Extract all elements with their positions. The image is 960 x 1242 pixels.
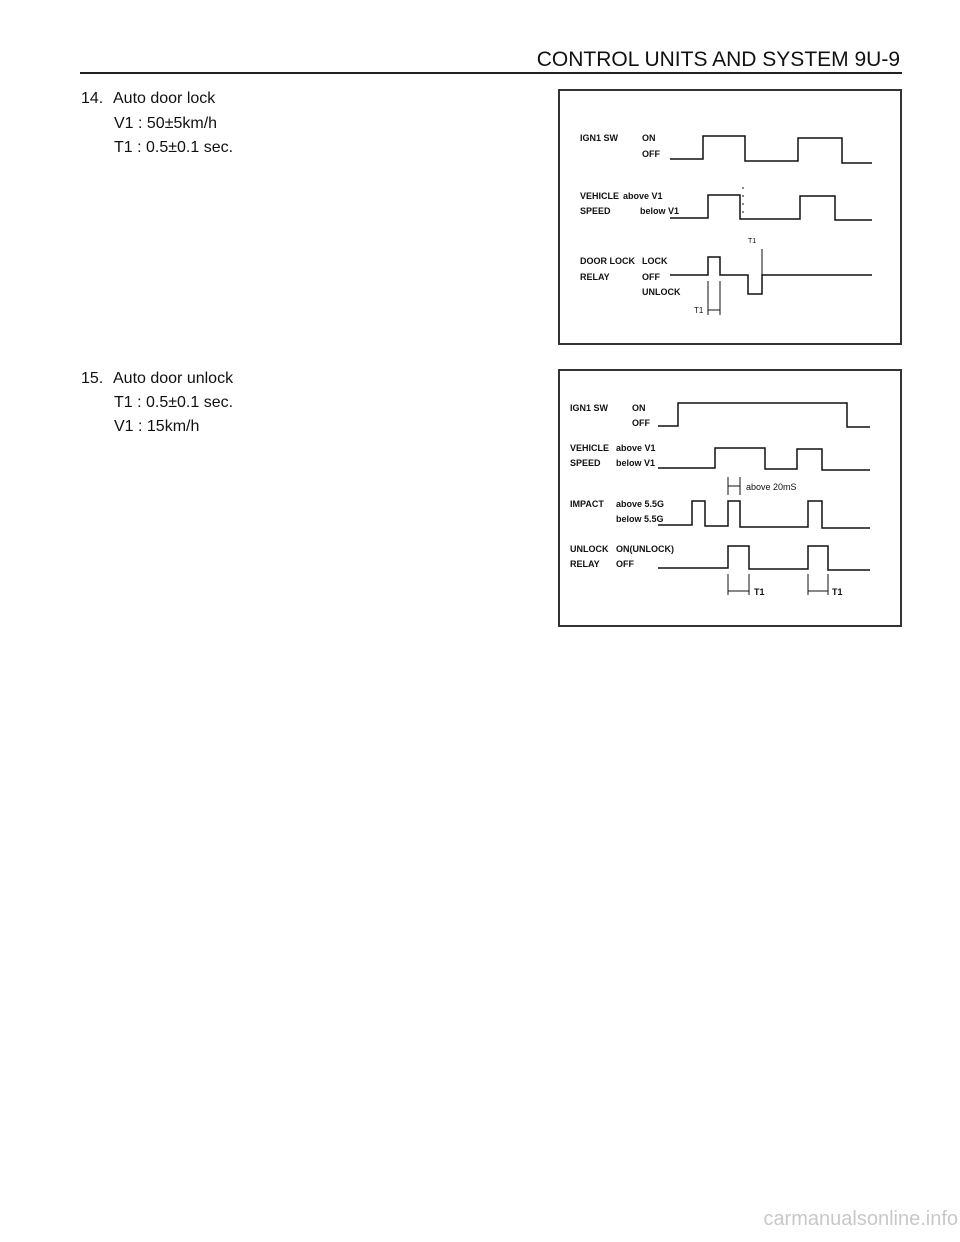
d15-sig4-name-2: RELAY: [570, 559, 600, 569]
d15-sig4-state-high: ON(UNLOCK): [616, 544, 674, 554]
d15-t1a-label: T1: [754, 587, 765, 597]
d15-sig4-state-low: OFF: [616, 559, 634, 569]
d15-unlock-waveform: [658, 546, 870, 570]
d15-impact-waveform: [658, 501, 870, 528]
d15-sig2-name-1: VEHICLE: [570, 443, 610, 453]
d14-sig3-name-1: DOOR LOCK: [580, 256, 635, 266]
d14-timing-label-bottom: T1: [694, 306, 704, 315]
d15-sig2-state-high: above V1: [616, 443, 656, 453]
d15-sig1-name: IGN1 SW: [570, 403, 609, 413]
d15-sig3-name: IMPACT: [570, 499, 604, 509]
d15-sig1-state-low: OFF: [632, 418, 650, 428]
page-header-title: CONTROL UNITS AND SYSTEM 9U-9: [536, 48, 900, 71]
auto-door-unlock-timing-svg: [560, 371, 900, 625]
d15-sig3-state-high: above 5.5G: [616, 499, 665, 509]
d14-sig3-state-off: OFF: [642, 272, 660, 282]
d14-sig2-name-1: VEHICLE: [580, 191, 620, 201]
section-14-spec-t1: T1 : 0.5±0.1 sec.: [114, 139, 234, 156]
d15-t1b-label: T1: [832, 587, 843, 597]
d15-sig2-name-2: SPEED: [570, 458, 601, 468]
d14-sig3-name-2: RELAY: [580, 272, 610, 282]
d14-sig1-state-low: OFF: [642, 149, 660, 159]
d15-sig3-state-low: below 5.5G: [616, 514, 664, 524]
d14-timing-label-top: T1: [748, 238, 757, 245]
d14-ign-waveform: [670, 136, 872, 163]
section-15-title: [81, 370, 233, 388]
d14-sig2-state-high: above V1: [623, 191, 663, 201]
d15-sig1-state-high: ON: [632, 403, 646, 413]
d14-sig3-state-lock: LOCK: [642, 256, 668, 266]
auto-door-lock-timing-svg: [560, 91, 900, 343]
d14-relay-waveform: [670, 257, 872, 294]
d14-sig2-name-2: SPEED: [580, 206, 611, 216]
d15-interval-label: above 20mS: [746, 482, 797, 492]
d14-sig1-name: IGN1 SW: [580, 133, 619, 143]
section-15-spec-v1: V1 : 15km/h: [114, 418, 200, 435]
d14-sig1-state-high: ON: [642, 133, 656, 143]
d14-speed-waveform: [670, 195, 872, 220]
d14-sig2-state-low: below V1: [640, 206, 680, 216]
watermark-text: carmanualsonline.info: [763, 1208, 958, 1230]
section-15-number: 15.: [81, 370, 104, 387]
d15-sig4-name-1: UNLOCK: [570, 544, 609, 554]
section-14-title: [81, 90, 215, 108]
section-14-number: 14.: [81, 90, 104, 107]
d15-speed-waveform: [658, 448, 870, 470]
auto-door-lock-timing-diagram: [558, 89, 902, 345]
section-15-spec-t1: T1 : 0.5±0.1 sec.: [114, 394, 234, 411]
d14-sig3-state-unlock: UNLOCK: [642, 287, 681, 297]
section-14-spec-v1: V1 : 50±5km/h: [114, 115, 218, 132]
d15-ign-waveform: [658, 403, 870, 427]
header-rule: [80, 72, 902, 74]
auto-door-unlock-timing-diagram: [558, 369, 902, 627]
section-14-heading: Auto door lock: [113, 90, 216, 107]
d15-sig2-state-low: below V1: [616, 458, 656, 468]
section-15-heading: Auto door unlock: [113, 370, 234, 387]
